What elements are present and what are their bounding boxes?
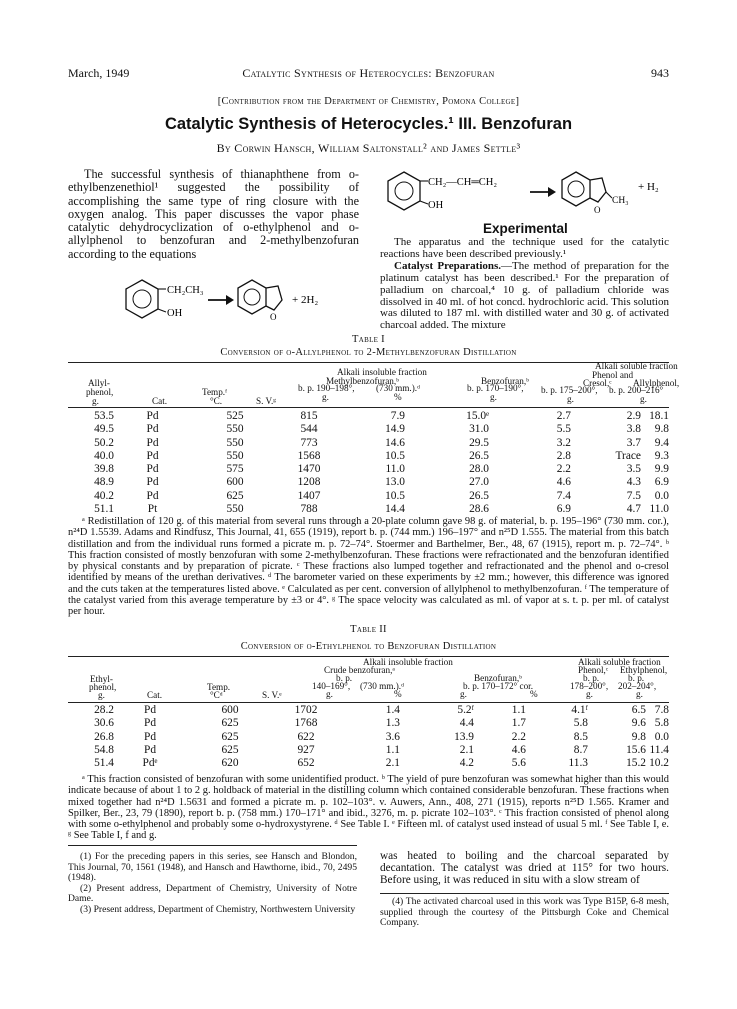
table1-cell: 544 bbox=[300, 423, 318, 436]
footnote-rule-right bbox=[380, 893, 669, 894]
table2-cell: 2.1 bbox=[385, 757, 400, 770]
table2-cell: 11.3 bbox=[568, 757, 588, 770]
table1-cell: Pd bbox=[146, 436, 159, 449]
table1-cell: 26.5 bbox=[469, 449, 489, 462]
table2-cell: 9.8 bbox=[631, 730, 646, 743]
table1-cell: 4.6 bbox=[556, 476, 571, 489]
header-running-title: Catalytic Synthesis of Heterocycles: Benzofuran bbox=[242, 66, 495, 80]
table2-cell: 9.6 bbox=[631, 717, 646, 730]
table1-cell: 29.5 bbox=[469, 436, 489, 449]
scheme-ethylphenol bbox=[110, 276, 360, 334]
table1-cell: 575 bbox=[226, 463, 244, 476]
footnote-4: (4) The activated charcoal used in this work was Type B15P, 6-8 mesh, supplied through the courtesy of the Pittsburgh Coke and Chemical Company. bbox=[380, 896, 669, 929]
table2-cell: 8.7 bbox=[573, 743, 588, 756]
benzofuran-benzene-ring bbox=[238, 280, 266, 314]
table1-cell: 6.9 bbox=[556, 503, 571, 516]
catalyst-paragraph bbox=[380, 261, 669, 332]
table1-cell: 550 bbox=[226, 423, 244, 436]
table1-row bbox=[68, 503, 669, 516]
footnotes-left bbox=[68, 852, 357, 916]
table2-cell: 13.9 bbox=[454, 730, 474, 743]
t2-sub-phenol: Phenol,ᶜ bbox=[578, 665, 609, 675]
table2-cell: 620 bbox=[221, 757, 239, 770]
table1-cell: 31.0 bbox=[469, 423, 489, 436]
table2-cell: 625 bbox=[221, 730, 239, 743]
t2-col-ethyl-bp2: 202–204°, bbox=[618, 681, 657, 691]
t2-col-benzo-u1: g. bbox=[460, 689, 467, 699]
table1-cell: 1208 bbox=[297, 476, 321, 489]
table2-cell: 30.6 bbox=[94, 717, 114, 730]
footnote-2: (2) Present address, Department of Chemistry, University of Notre Dame. bbox=[68, 882, 357, 905]
hydroxyl-label-2: OH bbox=[428, 200, 444, 211]
table2-footnotes: ᵃ This fraction consisted of benzofuran with some unidentified product. ᵇ The yield of pure benzofuran was somewhat higher than this would indicate because of about 1 to 2 g. holdback of material in the distilling column which contained considerable benzofuran. These fractions when mixed together had n²⁴D 1.5631 and formed a picrate m. p. 102–103°. v. Auwers, Ann., 408, 271 (1915), reports n²⁵D 1.565. Kramer and Spilker, Ber., 23, 79 (1890), report b. p. (758 mm.) 170–171° and ibid., 3276, m. p. picrate 102–103°. ᶜ This fraction consisted of phenol along with some o-ethylphenol and probably some o-hydroxystyrene. ᵈ See Table I. ᵉ Fifteen ml. of catalyst used instead of usual 5 ml. ᶠ See Table I, e. ᵍ See Table I, f and g. bbox=[68, 774, 669, 842]
experimental-paragraph-1: The apparatus and the technique used for the catalytic reactions have been described previously.¹ bbox=[380, 236, 669, 260]
table2-cell: 28.2 bbox=[94, 704, 114, 716]
t2-col-crude-bp2: 140–169°, bbox=[312, 681, 351, 691]
t1-col-temp2: °C. bbox=[210, 396, 223, 406]
table1-title: Conversion of o-Allylphenol to 2-Methylbenzofuran Distillation bbox=[220, 347, 517, 358]
t1-col-allyl: Allyl- bbox=[88, 378, 110, 388]
t1-col-allylsol-bp: b. p. 200–216° bbox=[609, 385, 664, 395]
table1-cell: 550 bbox=[226, 503, 244, 516]
table1-cell: Pd bbox=[146, 449, 159, 462]
table1-cell: Pd bbox=[146, 423, 159, 436]
t2-col-cat: Cat. bbox=[147, 690, 163, 700]
table2-cell: 1.4 bbox=[385, 704, 400, 716]
t1-col-cresol-bp: b. p. 175–200°, bbox=[541, 385, 598, 395]
table1-top-rule bbox=[68, 362, 669, 363]
scheme-allylphenol bbox=[380, 168, 680, 226]
t2-col-crude-mm: (730 mm.).ᵈ bbox=[360, 681, 404, 691]
aromatic-circle-3 bbox=[395, 182, 413, 200]
scheme1-hydrogen: + 2H₂ bbox=[292, 294, 319, 306]
benzene-ring-1 bbox=[126, 280, 158, 318]
t2-sub-ethyl: Ethylphenol, bbox=[620, 665, 668, 675]
table1-cell: Pd bbox=[146, 410, 159, 422]
table1-cell: 0.0 bbox=[654, 489, 669, 502]
table1-cell: 40.2 bbox=[94, 489, 114, 502]
table1-cell: 550 bbox=[226, 449, 244, 462]
table2-cell: 15.2 bbox=[626, 757, 646, 770]
table1-cell: 9.9 bbox=[654, 463, 669, 476]
table1-row bbox=[68, 437, 669, 450]
table2-cell: 927 bbox=[297, 743, 315, 756]
table1-cell: 773 bbox=[300, 436, 318, 449]
table2-cell: 1768 bbox=[294, 717, 318, 730]
t2-col-phenol-bp: b. p. bbox=[583, 673, 600, 683]
contribution-line: [Contribution from the Department of Chemistry, Pomona College] bbox=[217, 96, 520, 107]
table2-cell: 622 bbox=[297, 730, 315, 743]
table1-cell: 1470 bbox=[297, 463, 321, 476]
table1-cell: 788 bbox=[300, 503, 318, 516]
table2-cell: 54.8 bbox=[94, 743, 114, 756]
t1-col-allylsol-u: g. bbox=[640, 394, 647, 404]
footnote-3: (3) Present address, Department of Chemistry, Northwestern University bbox=[80, 903, 356, 915]
table1-cell: 815 bbox=[300, 410, 318, 422]
reaction-arrow-2 bbox=[530, 187, 556, 197]
table1-cell: 2.7 bbox=[556, 410, 571, 422]
table2-cell: 4.4 bbox=[459, 717, 474, 730]
table2-cell: 1702 bbox=[294, 704, 318, 716]
table1-row bbox=[68, 490, 669, 503]
table1-cell: 2.9 bbox=[626, 410, 641, 422]
table1-cell: 9.4 bbox=[654, 436, 669, 449]
table1-cell: 625 bbox=[226, 489, 244, 502]
table1-footnotes: ᵃ Redistillation of 120 g. of this material from several runs through a 20-plate column gave 98 g. of material, b. p. 195–196° (730 mm. cor.), n²⁴D 1.5539. Adams and Rindfusz, This Journal, 41, 655 (1919), report b. p. (744 mm.) 196–197° and n²⁵D 1.555. The material from this batch distillation and from the individual runs formed a picrate m. p. 72–74°. Stoermer and Barthelmer, Ber., 48, 67 (1915), report m. p. 72–74°. ᵇ This fraction consisted of mostly benzofuran with some 2-methylbenzofuran. These fractions were refractionated and the benzofuran identified by physical constants and by preparation of picrate. ᶜ These fractions also lumped together and refractionated and the phenol and o-cresol identified by means of the urethan derivatives. ᵈ The barometer varied on these experiments by ±2 mm.; however, this difference was ignored and the cuts taken at the temperatures listed above. ᵉ Calculated as per cent. conversion of allylphenol to methylbenzofuran. ᶠ The temperature of the catalyst varied from this average temperature by ±3 or 4°. ᵍ The space velocity was calculated as ml. of vapor at s. t. p. per ml. of catalyst per hour. bbox=[68, 516, 669, 618]
t1-group-soluble: Alkali soluble fraction bbox=[595, 361, 678, 371]
table2-cell: 6.5 bbox=[631, 704, 646, 716]
table2-cell: 1.7 bbox=[511, 717, 526, 730]
table1-cell: 14.4 bbox=[385, 503, 405, 516]
t1-group-insoluble: Alkali insoluble fraction bbox=[337, 367, 427, 377]
t1-col-cresol: Cresol,ᶜ bbox=[583, 378, 612, 388]
table2-cell: Pd bbox=[143, 717, 157, 730]
table2-cell: 625 bbox=[221, 743, 239, 756]
table1-cell: 3.2 bbox=[556, 436, 571, 449]
table2-row bbox=[68, 731, 669, 744]
table2-cell: 600 bbox=[221, 704, 239, 716]
table1-cell: 14.6 bbox=[385, 436, 405, 449]
table1-cell: 50.2 bbox=[94, 436, 114, 449]
table2-cell: 15.6 bbox=[626, 743, 646, 756]
t1-sub-methyl: Methylbenzofuran,ᵇ bbox=[326, 376, 400, 386]
allyl-substituent: CH₂—CH═CH₂ bbox=[428, 177, 498, 188]
table2 bbox=[68, 704, 669, 770]
table1-cell: 14.9 bbox=[385, 423, 405, 436]
t2-group-insoluble: Alkali insoluble fraction bbox=[363, 657, 453, 667]
table2-cell: 4.2 bbox=[459, 757, 474, 770]
table1-cell: 1407 bbox=[297, 489, 321, 502]
aromatic-circle-2 bbox=[244, 289, 260, 305]
t2-col-ethyl: Ethyl- bbox=[90, 674, 113, 684]
table1-cell: 7.4 bbox=[556, 489, 571, 502]
table2-cell: 5.8 bbox=[573, 717, 588, 730]
table2-label: Table II bbox=[350, 624, 387, 635]
table1-cell: Trace bbox=[615, 449, 641, 462]
table2-cell: 1.1 bbox=[511, 704, 526, 716]
table1-cell: 13.0 bbox=[385, 476, 405, 489]
table1-cell: 5.5 bbox=[556, 423, 571, 436]
table1-cell: 11.0 bbox=[385, 463, 405, 476]
table1-cell: 1568 bbox=[297, 449, 321, 462]
table2-row bbox=[68, 717, 669, 730]
t1-col-benzo-bp: b. p. 170–190°, bbox=[467, 383, 524, 393]
table2-cell: 8.5 bbox=[573, 730, 588, 743]
table1-header-rule bbox=[68, 407, 669, 408]
table1-cell: 4.7 bbox=[626, 503, 641, 516]
table1 bbox=[68, 410, 669, 516]
table2-cell: 5.2ᶠ bbox=[457, 704, 474, 716]
table2-cell: 7.8 bbox=[654, 704, 669, 716]
t2-col-ethyl2: phenol, bbox=[89, 682, 117, 692]
table1-row bbox=[68, 410, 669, 423]
t2-sub-benzo: Benzofuran,ᵇ bbox=[474, 673, 522, 683]
table1-row bbox=[68, 463, 669, 476]
t2-col-crude-bp: b. p. bbox=[336, 673, 353, 683]
table1-cell: Pd bbox=[146, 463, 159, 476]
footnote-rule bbox=[68, 845, 357, 846]
table1-cell: 39.8 bbox=[94, 463, 114, 476]
table1-cell: 9.8 bbox=[654, 423, 669, 436]
table1-cell: 48.9 bbox=[94, 476, 114, 489]
table2-cell: Pd bbox=[143, 730, 157, 743]
table2-cell: 51.4 bbox=[94, 757, 114, 770]
table2-cell: 11.4 bbox=[649, 743, 669, 756]
t2-col-temp2: °Cᵈ bbox=[210, 690, 223, 700]
table1-cell: 600 bbox=[226, 476, 244, 489]
table1-cell: 10.5 bbox=[385, 449, 405, 462]
table1-cell: 3.5 bbox=[626, 463, 641, 476]
t1-col-sv: S. V.ᵍ bbox=[256, 396, 277, 406]
table2-cell: 5.8 bbox=[654, 717, 669, 730]
hydroxyl-label: OH bbox=[167, 308, 183, 319]
table2-cell: 5.6 bbox=[511, 757, 526, 770]
table1-label: Table I bbox=[352, 334, 385, 345]
table2-cell: 4.1ᶠ bbox=[571, 704, 588, 716]
table1-cell: 3.8 bbox=[626, 423, 641, 436]
table1-cell: 53.5 bbox=[94, 410, 114, 422]
t2-col-phenol-bp2: 178–200°, bbox=[570, 681, 609, 691]
table2-cell: 2.1 bbox=[459, 743, 474, 756]
table1-cell: 40.0 bbox=[94, 449, 114, 462]
table2-cell: Pdᵉ bbox=[142, 757, 158, 770]
table2-row bbox=[68, 704, 669, 717]
catalyst-heading: Catalyst Preparations. bbox=[394, 259, 502, 272]
table2-cell: 1.1 bbox=[385, 743, 400, 756]
t2-col-phenol-u: g. bbox=[586, 689, 593, 699]
footnote-1: (1) For the preceding papers in this series, see Hansch and Blondon, This Journal, 70, 1561 (1948), and Hansch and Hawthorne, ibid., 70, 2495 (1948). bbox=[68, 851, 357, 884]
t2-col-benzo-bp: b. p. 170–172° cor. bbox=[463, 681, 534, 691]
table1-cell: 49.5 bbox=[94, 423, 114, 436]
table2-row bbox=[68, 757, 669, 770]
scheme2-hydrogen: + H₂ bbox=[638, 181, 659, 193]
table2-cell: 2.2 bbox=[511, 730, 526, 743]
benzene-ring-3 bbox=[388, 172, 420, 210]
table2-cell: 0.0 bbox=[654, 730, 669, 743]
header-page-number: 943 bbox=[651, 66, 669, 80]
t1-col-temp: Temp.ᶠ bbox=[202, 387, 228, 397]
continuation-text: was heated to boiling and the charcoal separated by decantation. The catalyst was dried at 115° for two hours. Before using, it was reduced in situ with a slow stream of bbox=[380, 850, 669, 887]
table1-cell: 10.5 bbox=[385, 489, 405, 502]
table1-cell: 2.8 bbox=[556, 449, 571, 462]
table1-cell: 11.0 bbox=[649, 503, 669, 516]
table1-cell: 6.9 bbox=[654, 476, 669, 489]
table1-cell: 9.3 bbox=[654, 449, 669, 462]
table2-cell: 3.6 bbox=[385, 730, 400, 743]
t1-sub-benzo: Benzofuran,ᵇ bbox=[481, 376, 529, 386]
table2-cell: 1.3 bbox=[385, 717, 400, 730]
table1-cell: 26.5 bbox=[469, 489, 489, 502]
authors-line: By Corwin Hansch, William Saltonstall² and James Settle³ bbox=[216, 141, 521, 155]
t2-sub-crude: Crude benzofuran,ᵃ bbox=[324, 665, 395, 675]
table1-cell: 4.3 bbox=[626, 476, 641, 489]
table1-cell: 28.6 bbox=[469, 503, 489, 516]
table1-cell: Pt bbox=[147, 503, 158, 516]
table2-cell: Pd bbox=[143, 704, 157, 716]
table1-cell: 27.0 bbox=[469, 476, 489, 489]
table1-row bbox=[68, 450, 669, 463]
catalyst-text: —The method of preparation for the platinum catalyst has been described.¹ For the preparation of palladium on charcoal,⁴ 10 g. of palladium chloride was dissolved in 40 ml. of hot concd. hydrochloric acid. This solution was diluted to 187 ml. with distilled water and 30 g. of activated charcoal added. The mixture bbox=[380, 259, 669, 332]
t2-col-ethyl3: g. bbox=[98, 690, 105, 700]
table1-cell: 15.0ᵉ bbox=[466, 410, 489, 422]
table2-cell: 625 bbox=[221, 717, 239, 730]
table1-cell: 28.0 bbox=[469, 463, 489, 476]
ring-oxygen-label-2: O bbox=[594, 205, 601, 215]
t1-col-cat: Cat. bbox=[152, 396, 168, 406]
article-title: Catalytic Synthesis of Heterocycles.¹ III. Benzofuran bbox=[164, 115, 573, 133]
t1-col-allyl2: phenol, bbox=[86, 387, 114, 397]
table2-cell: 10.2 bbox=[649, 757, 669, 770]
table2-cell: 26.8 bbox=[94, 730, 114, 743]
table2-cell: 4.6 bbox=[511, 743, 526, 756]
table2-cell: 652 bbox=[297, 757, 315, 770]
aromatic-circle-1 bbox=[133, 290, 151, 308]
table1-cell: 7.5 bbox=[626, 489, 641, 502]
table2-cell: Pd bbox=[143, 743, 157, 756]
table1-cell: 18.1 bbox=[649, 410, 669, 422]
t1-col-methyl-u1: g. bbox=[322, 392, 329, 402]
t1-col-allyl3: g. bbox=[92, 396, 99, 406]
t2-col-benzo-u2: % bbox=[530, 689, 538, 699]
t1-col-methyl-bp: b. p. 190–198°, bbox=[298, 383, 355, 393]
ethyl-substituent: CH₂CH₃ bbox=[167, 285, 204, 296]
t2-col-sv: S. V.ᵉ bbox=[262, 690, 282, 700]
ring-oxygen-label: O bbox=[270, 312, 277, 322]
table1-cell: 550 bbox=[226, 436, 244, 449]
experimental-heading: Experimental bbox=[483, 221, 568, 236]
table1-cell: Pd bbox=[146, 489, 159, 502]
table1-cell: 3.7 bbox=[626, 436, 641, 449]
t2-col-ethyl-u: g. bbox=[636, 689, 643, 699]
table1-row bbox=[68, 476, 669, 489]
table1-cell: 525 bbox=[226, 410, 244, 422]
t1-col-allylsol: Allylphenol, bbox=[633, 378, 680, 388]
t2-col-crude-u1: g. bbox=[326, 689, 333, 699]
methyl-label: CH₃ bbox=[612, 196, 629, 206]
reaction-arrow-1 bbox=[208, 295, 234, 305]
table2-title: Conversion of o-Ethylphenol to Benzofuran Distillation bbox=[240, 641, 497, 652]
furan-ring-2 bbox=[590, 178, 606, 202]
furan-ring bbox=[266, 286, 282, 310]
methylbenzofuran-benzene-ring bbox=[562, 172, 590, 206]
header-date: March, 1949 bbox=[68, 66, 130, 80]
experimental-body bbox=[380, 237, 669, 332]
t1-sub-phenol: Phenol and bbox=[592, 370, 634, 380]
t2-col-crude-u2: % bbox=[394, 689, 402, 699]
t2-col-ethyl-bp: b. p. bbox=[628, 673, 645, 683]
table1-cell: 7.9 bbox=[390, 410, 405, 422]
t1-col-cresol-u: g. bbox=[567, 394, 574, 404]
table1-cell: 51.1 bbox=[94, 503, 114, 516]
t2-col-temp: Temp. bbox=[207, 682, 231, 692]
aromatic-circle-4 bbox=[568, 181, 584, 197]
t2-group-soluble: Alkali soluble fraction bbox=[578, 657, 661, 667]
table1-row bbox=[68, 423, 669, 436]
t1-col-methyl-bp2: (730 mm.).ᵈ bbox=[376, 383, 420, 393]
table1-cell: 2.2 bbox=[556, 463, 571, 476]
table2-header-rule bbox=[68, 702, 669, 703]
t1-col-benzo-u: g. bbox=[490, 392, 497, 402]
table1-cell: Pd bbox=[146, 476, 159, 489]
table2-row bbox=[68, 744, 669, 757]
intro-paragraph: The successful synthesis of thianaphthene from o-ethylbenzenethiol¹ suggested the possibility of accomplishing the same type of ring closure with the oxygen analog. This paper discusses the vapor phase catalytic dehydrocyclization of o-ethylphenol and o-allylphenol to benzofuran and 2-methylbenzofuran according to the equations bbox=[68, 167, 359, 261]
t1-col-methyl-u2: % bbox=[394, 392, 402, 402]
